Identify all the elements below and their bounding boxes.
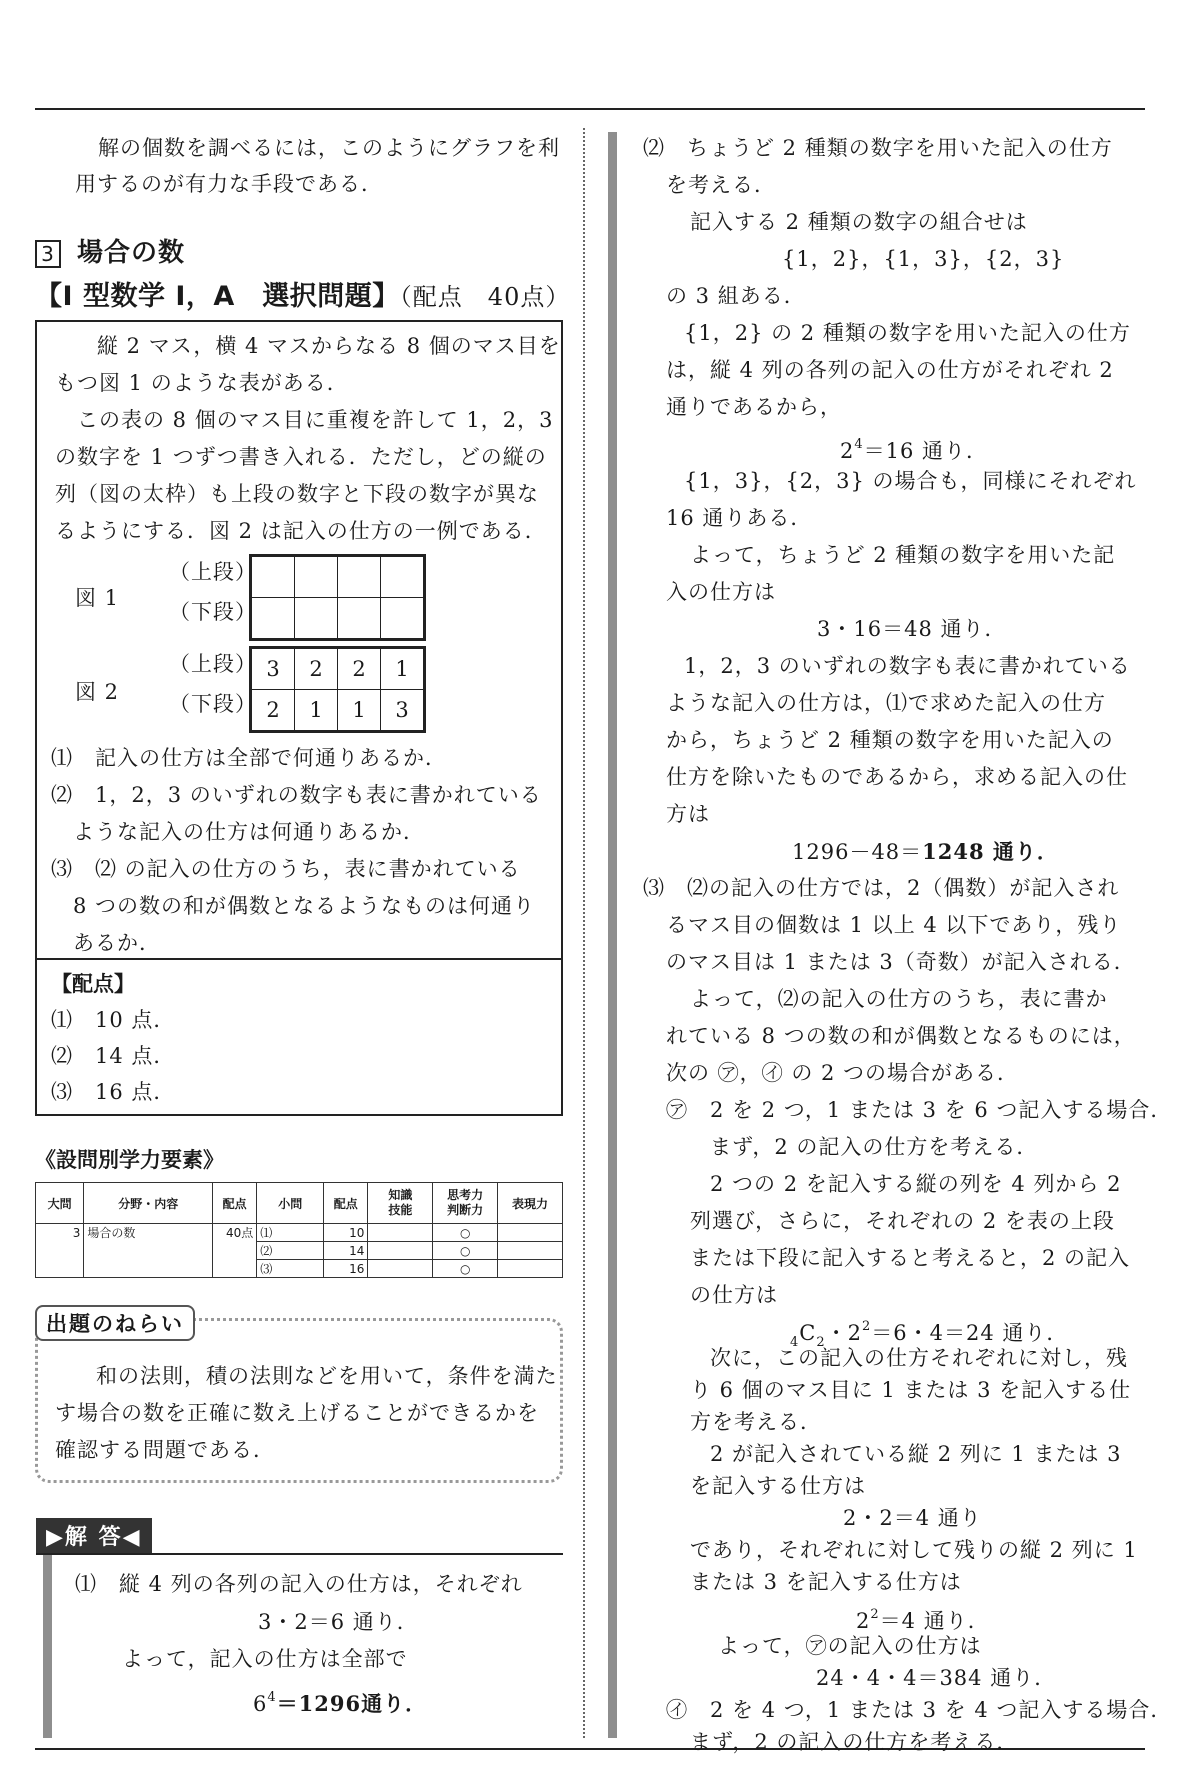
nerai-line: す場合の数を正確に数え上げることができるかを [55, 1401, 539, 1425]
comb-rest: ＝6・4＝24 通り． [871, 1321, 1069, 1345]
problem-line: るようにする．図 2 は記入の仕方の一例である． [55, 519, 547, 543]
r-line: を考える． [666, 173, 776, 197]
r-answer-value: 1248 通り． [922, 839, 1059, 864]
fig2-cell: 2 [295, 648, 338, 690]
req-cell [498, 1242, 563, 1260]
req-cell [498, 1224, 563, 1242]
comb-r: 2 [816, 1335, 826, 1350]
haiten-item: ⑴ 10 点． [51, 1008, 176, 1032]
nerai-label: 出題のねらい [35, 1305, 195, 1341]
fig1-label: 図 1 [75, 586, 120, 610]
fig1-lower-label: （下段） [169, 600, 257, 624]
fig1-cell [251, 598, 295, 640]
fig1-upper-label: （上段） [169, 560, 257, 584]
fig1-table [249, 554, 426, 641]
fig2-cell: 3 [251, 648, 295, 690]
req-cell: 場合の数 [84, 1224, 213, 1242]
req-header: 配点 [213, 1183, 257, 1224]
question-line: あるか． [51, 931, 161, 955]
req-header: 思考力 判断力 [433, 1183, 498, 1224]
req-cell: ⑵ [257, 1242, 324, 1260]
intro-line-2: 用するのが有力な手段である． [75, 172, 383, 196]
req-cell: 3 [36, 1224, 84, 1242]
type-heading-text: 【I 型数学 I，A 選択問題】 [35, 281, 400, 312]
fig2-cell: 1 [338, 690, 381, 732]
r-line: {1，3}，{2，3} の場合も，同様にそれぞれ [684, 469, 1137, 493]
req-cell [368, 1260, 433, 1278]
problem-line: の数字を 1 つずつ書き入れる．ただし，どの縦の [55, 445, 547, 469]
r-line: るマス目の個数は 1 以上 4 以下であり，残り [666, 913, 1122, 937]
req-header: 配点 [324, 1183, 368, 1224]
req-title: 《設問別学力要素》 [35, 1148, 224, 1172]
req-cell: ⑴ [257, 1224, 324, 1242]
fig2-upper-label: （上段） [169, 652, 257, 676]
question-line: ⑵ 1，2，3 のいずれの数字も表に書かれている [51, 783, 542, 807]
kaito-label: ▶解 答◀ [36, 1518, 152, 1553]
r-line: よって，⑵の記入の仕方のうち，表に書か [690, 987, 1108, 1011]
req-cell: 10 [324, 1224, 368, 1242]
comb-mid: ・2 [825, 1321, 863, 1345]
r-line: のマス目は 1 または 3（奇数）が記入される． [666, 950, 1136, 974]
problem-line: 縦 2 マス，横 4 マスからなる 8 個のマス目を [97, 334, 561, 358]
r-line: 2 が記入されている縦 2 列に 1 または 3 [710, 1442, 1122, 1466]
fig2-cell: 1 [381, 648, 425, 690]
section-number: 3 [35, 240, 61, 268]
req-cell: 16 [324, 1260, 368, 1278]
nerai-line: 和の法則，積の法則などを用いて，条件を満た [96, 1364, 558, 1388]
kaito-equation [253, 1679, 427, 1723]
r-answer [792, 833, 1059, 871]
req-header: 表現力 [498, 1183, 563, 1224]
req-cell: ⑶ [257, 1260, 324, 1278]
fig1-cell [251, 556, 295, 598]
r-line: または下段に記入すると考えると，2 の記入 [690, 1246, 1131, 1270]
r-line-hidden: まず，2 の記入の仕方を考える． [690, 1730, 1019, 1754]
fig1-cell [295, 556, 338, 598]
kaito-eq-base: 6 [253, 1692, 268, 1716]
req-table [35, 1182, 563, 1278]
r-line: 記入する 2 種類の数字の組合せは [690, 210, 1028, 234]
question-line: ような記入の仕方は何通りあるか． [51, 820, 425, 844]
req-cell [84, 1260, 213, 1278]
req-header: 分野・内容 [84, 1183, 213, 1224]
req-cell [36, 1260, 84, 1278]
r-line-hidden: ㋑ 2 を 4 つ，1 または 3 を 4 つ記入する場合． [666, 1698, 1173, 1722]
fig2-cell: 1 [295, 690, 338, 732]
req-header: 小問 [257, 1183, 324, 1224]
fig2-cell: 2 [251, 690, 295, 732]
r-answer-expr: 1296－48＝ [792, 840, 923, 864]
kaito-rule [36, 1553, 563, 1555]
r-pow2-rest: ＝4 通り． [879, 1609, 990, 1633]
top-rule [35, 108, 1145, 110]
table-row [36, 1242, 563, 1260]
r-line: 2・2＝4 通り [843, 1506, 982, 1530]
fig2-cell: 3 [381, 690, 425, 732]
req-cell: ○ [433, 1260, 498, 1278]
r-pow-base: 2 [840, 439, 855, 463]
req-cell [84, 1242, 213, 1260]
r-line: は，縦 4 列の各列の記入の仕方がそれぞれ 2 [666, 358, 1114, 382]
r-line: ㋐ 2 を 2 つ，1 または 3 を 6 つ記入する場合． [666, 1098, 1173, 1122]
r-line: 入の仕方は [666, 580, 776, 604]
r-eq-rest: ＝16 通り． [863, 439, 989, 463]
r-line: れている 8 つの数の和が偶数となるものには， [666, 1024, 1136, 1048]
r-line: 3・16＝48 通り． [817, 617, 1007, 641]
fig1-cell [338, 598, 381, 640]
r-line: であり，それぞれに対して残りの縦 2 列に 1 [690, 1538, 1138, 1562]
comb-exp: 2 [862, 1319, 872, 1334]
kaito-line: ⑴ 縦 4 列の各列の記入の仕方は，それぞれ [75, 1572, 523, 1596]
req-cell [368, 1224, 433, 1242]
r-line: {1，2} の 2 種類の数字を用いた記入の仕方 [684, 321, 1131, 345]
haiten-divider [37, 958, 561, 960]
r-line: 16 通りある． [666, 506, 813, 530]
r-pow2-base: 2 [856, 1609, 871, 1633]
r-line: り 6 個のマス目に 1 または 3 を記入する仕 [690, 1378, 1132, 1402]
nerai-line: 確認する問題である． [55, 1438, 275, 1462]
r-line: 2 つの 2 を記入する縦の列を 4 列から 2 [710, 1172, 1122, 1196]
r-line: を記入する仕方は [690, 1474, 866, 1498]
kaito-bar [43, 1555, 52, 1738]
type-heading [35, 274, 570, 316]
comb-c: C [799, 1321, 817, 1345]
comb-n: 4 [790, 1335, 800, 1350]
question-line: 8 つの数の和が偶数となるようなものは何通り [51, 894, 536, 918]
problem-line: この表の 8 個のマス目に重複を許して 1，2，3 [77, 408, 554, 432]
intro-line-1: 解の個数を調べるには，このようにグラフを利 [98, 136, 560, 160]
kaito-eq-ans: ＝1296 [276, 1691, 362, 1716]
fig1-cell [381, 598, 425, 640]
fig1-cell [295, 598, 338, 640]
r-line: 方を考える． [690, 1410, 822, 1434]
req-cell [498, 1260, 563, 1278]
section-heading [35, 232, 185, 269]
section-title: 場合の数 [77, 238, 186, 268]
req-cell: ○ [433, 1242, 498, 1260]
kaito-line: 3・2＝6 通り． [258, 1610, 419, 1634]
r-line: 24・4・4＝384 通り． [816, 1666, 1057, 1690]
haiten-item: ⑶ 16 点． [51, 1080, 176, 1104]
kaito-line: よって，記入の仕方は全部で [122, 1647, 408, 1671]
r-line: 列選び，さらに，それぞれの 2 を表の上段 [690, 1209, 1115, 1233]
question-line: ⑴ 記入の仕方は全部で何通りあるか． [51, 746, 447, 770]
fig1-cell [338, 556, 381, 598]
fig2-lower-label: （下段） [169, 692, 257, 716]
type-points: （配点 40点） [399, 283, 571, 311]
fig1-cell [381, 556, 425, 598]
req-cell: ○ [433, 1224, 498, 1242]
question-line: ⑶ ⑵ の記入の仕方のうち，表に書かれている [51, 857, 521, 881]
r-line: ような記入の仕方は，⑴で求めた記入の仕方 [666, 691, 1106, 715]
table-row [36, 1224, 563, 1242]
r-line: 1，2，3 のいずれの数字も表に書かれている [684, 654, 1131, 678]
r-line: ⑵ ちょうど 2 種類の数字を用いた記入の仕方 [643, 136, 1113, 160]
problem-line: 列（図の太枠）も上段の数字と下段の数字が異な [55, 482, 539, 506]
fig2-table [249, 646, 426, 733]
r-line: よって，㋐の記入の仕方は [718, 1634, 982, 1658]
req-cell [368, 1242, 433, 1260]
r-line: ⑶ ⑵の記入の仕方では，2（偶数）が記入され [643, 876, 1120, 900]
req-cell: 40点 [213, 1224, 257, 1242]
r-line: 次に，この記入の仕方それぞれに対し，残 [710, 1346, 1128, 1370]
r-line: 仕方を除いたものであるから，求める記入の仕 [666, 765, 1128, 789]
req-cell: 14 [324, 1242, 368, 1260]
right-margin-bar [608, 132, 617, 1738]
kaito-eq-unit: 通り． [361, 1692, 428, 1716]
r-pow2-exp: 2 [870, 1607, 880, 1622]
kaito-eq-exp: 4 [267, 1690, 277, 1705]
r-line: よって，ちょうど 2 種類の数字を用いた記 [690, 543, 1116, 567]
table-row [36, 1260, 563, 1278]
req-header: 大問 [36, 1183, 84, 1224]
problem-box [35, 320, 563, 1116]
req-cell [213, 1260, 257, 1278]
req-cell [36, 1242, 84, 1260]
r-line: または 3 を記入する仕方は [690, 1570, 962, 1594]
r-line: 方は [666, 802, 710, 826]
r-line: まず，2 の記入の仕方を考える． [710, 1135, 1039, 1159]
r-pow-exp: 4 [854, 437, 864, 452]
haiten-item: ⑵ 14 点． [51, 1044, 176, 1068]
r-line: 通りであるから， [666, 395, 842, 419]
r-line: {1，2}，{1，3}，{2，3} [782, 247, 1065, 271]
r-line: から，ちょうど 2 種類の数字を用いた記入の [666, 728, 1114, 752]
problem-line: もつ図 1 のような表がある． [55, 371, 349, 395]
fig2-cell: 2 [338, 648, 381, 690]
haiten-title: 【配点】 [51, 972, 135, 996]
r-line: の仕方は [690, 1283, 778, 1307]
req-cell [213, 1242, 257, 1260]
r-line: 次の ㋐，㋑ の 2 つの場合がある． [666, 1061, 1020, 1085]
column-divider [583, 128, 585, 1738]
fig2-label: 図 2 [75, 680, 120, 704]
req-header: 知識 技能 [368, 1183, 433, 1224]
r-line: の 3 組ある． [666, 284, 806, 308]
